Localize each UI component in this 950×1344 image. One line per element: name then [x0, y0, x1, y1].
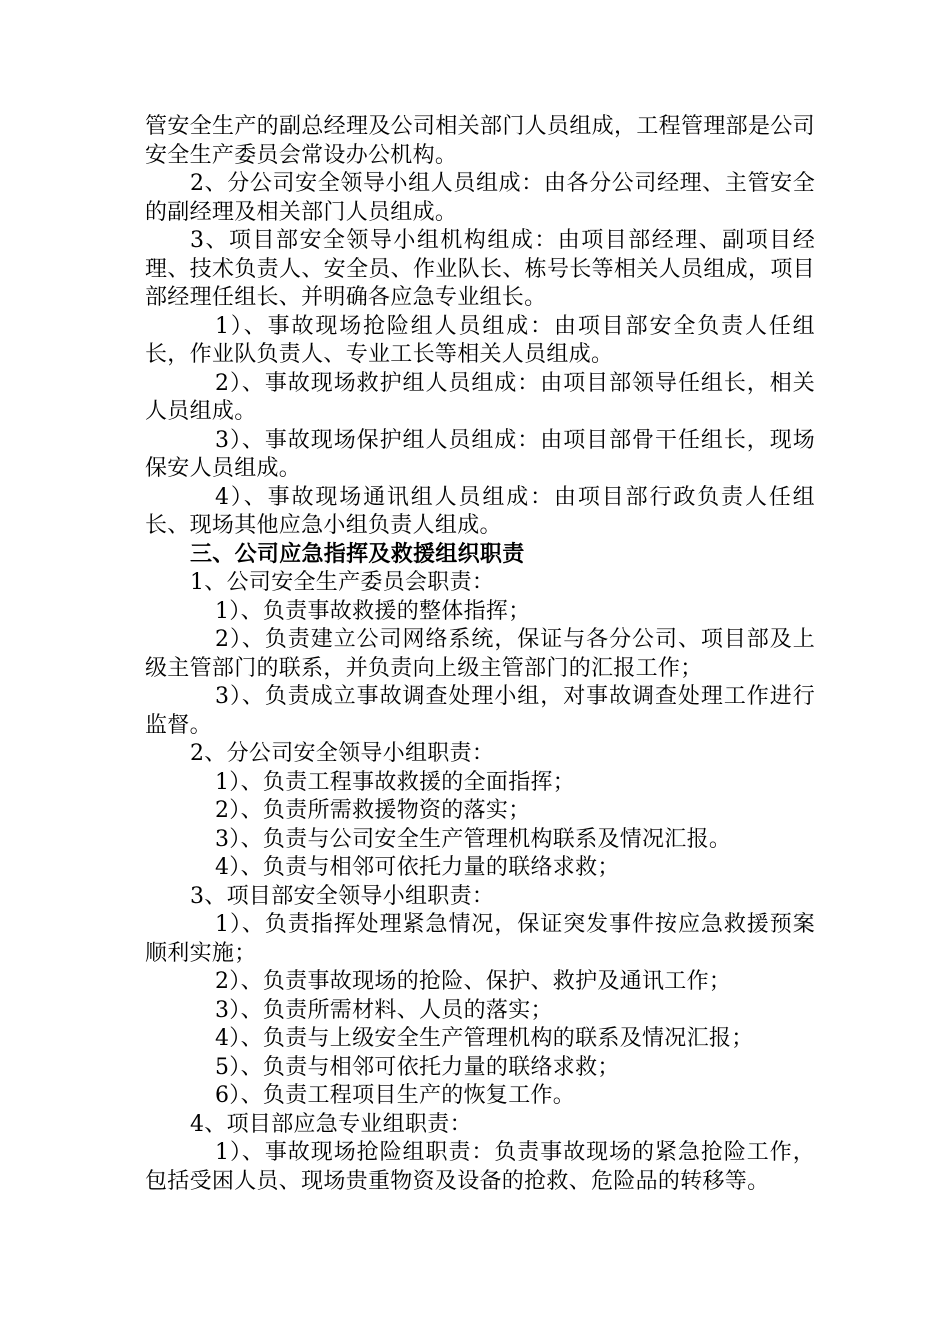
paragraph: 管安全生产的副总经理及公司相关部门人员组成，工程管理部是公司安全生产委员会常设办公机构。: [145, 114, 815, 168]
paragraph: 3）、事故现场保护组人员组成：由项目部骨干任组长，现场保安人员组成。: [145, 427, 815, 481]
document-body: [145, 113, 815, 1196]
paragraph: 3、项目部安全领导小组机构组成：由项目部经理、副项目经理、技术负责人、安全员、作业队长、栋号长等相关人员组成，项目部经理任组长、并明确各应急专业组长。: [145, 228, 815, 310]
paragraph: 5）、负责与相邻可依托力量的联络求救；: [215, 1054, 620, 1080]
paragraph: 2、分公司安全领导小组职责：: [190, 741, 495, 766]
paragraph: 4）、事故现场通讯组人员组成：由项目部行政负责人任组长、现场其他应急小组负责人组成。: [145, 484, 815, 538]
paragraph: 3）、负责所需材料、人员的落实；: [215, 997, 553, 1023]
paragraph: 1）、事故现场抢险组职责：负责事故现场的紧急抢险工作，包括受困人员、现场贵重物资及设备的抢救、危险品的转移等。: [145, 1140, 815, 1194]
paragraph: 3）、负责成立事故调查处理小组，对事故调查处理工作进行监督。: [145, 684, 815, 738]
paragraph: 6）、负责工程项目生产的恢复工作。: [215, 1083, 576, 1108]
paragraph: 1）、负责指挥处理紧急情况，保证突发事件按应急救援预案顺利实施；: [145, 912, 815, 966]
paragraph: 2）、负责事故现场的抢险、保护、救护及通讯工作；: [215, 969, 732, 994]
paragraph: 4）、负责与上级安全生产管理机构的联系及情况汇报；: [215, 1026, 754, 1051]
paragraph: 3）、负责与公司安全生产管理机构联系及情况汇报。: [215, 826, 732, 852]
paragraph: 4）、负责与相邻可依托力量的联络求救；: [215, 855, 620, 880]
section-heading: 三、公司应急指挥及救援组织职责: [190, 541, 525, 567]
paragraph: 2）、负责建立公司网络系统，保证与各分公司、项目部及上级主管部门的联系，并负责向上级主管部门的汇报工作；: [145, 627, 815, 681]
paragraph: 3、项目部安全领导小组职责：: [190, 883, 495, 909]
paragraph: 1）、负责工程事故救援的全面指挥；: [215, 769, 576, 795]
paragraph: 1）、负责事故救援的整体指挥；: [215, 598, 531, 624]
paragraph: 2）、负责所需救援物资的落实；: [215, 798, 531, 823]
paragraph: 1）、事故现场抢险组人员组成：由项目部安全负责人任组长，作业队负责人、专业工长等相关人员组成。: [145, 313, 815, 367]
paragraph: 4、项目部应急专业组职责：: [190, 1111, 472, 1137]
paragraph: 2）、事故现场救护组人员组成：由项目部领导任组长，相关人员组成。: [145, 370, 815, 424]
paragraph: 1、公司安全生产委员会职责：: [190, 570, 495, 595]
paragraph: 2、分公司安全领导小组人员组成：由各分公司经理、主管安全的副经理及相关部门人员组成。: [145, 171, 815, 225]
